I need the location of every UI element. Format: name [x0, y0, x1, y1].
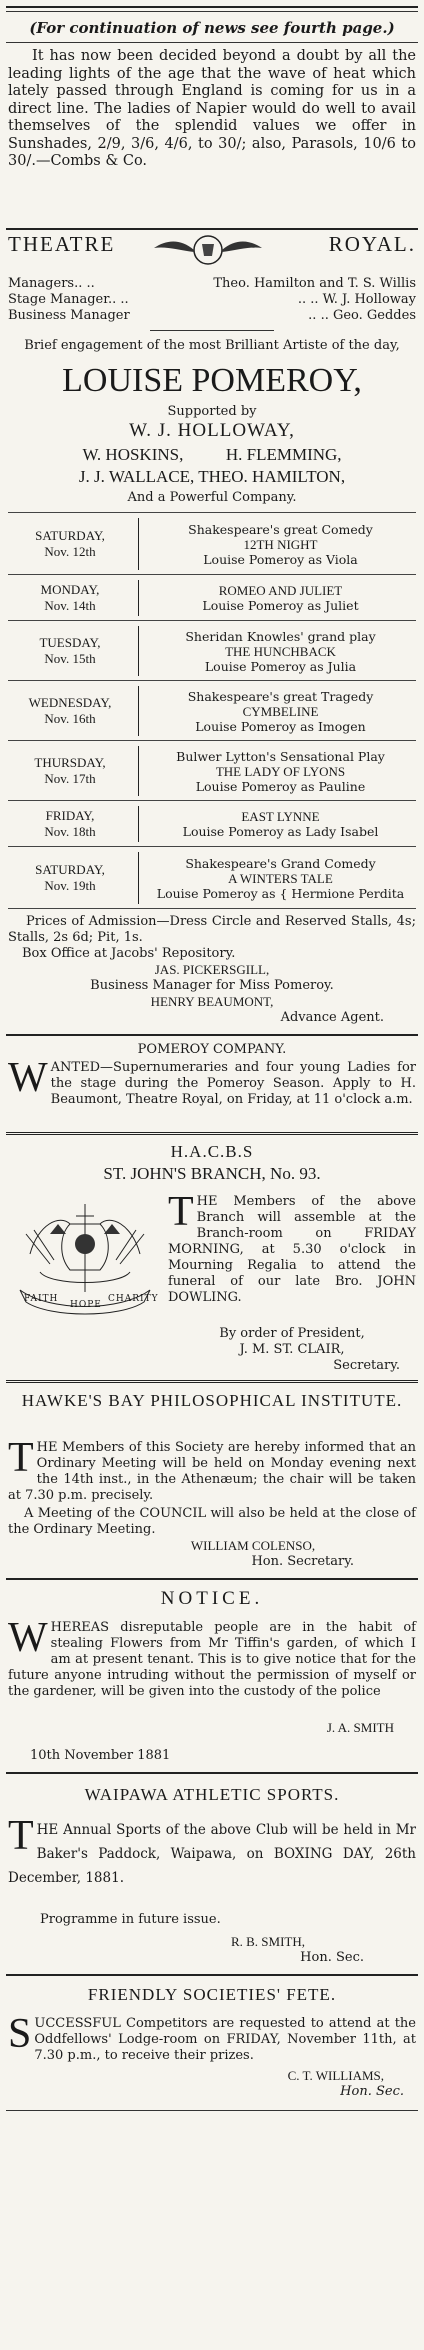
performance-rule	[8, 800, 416, 801]
staff-row-stage-manager	[8, 292, 416, 308]
section-rule	[6, 228, 418, 230]
section-rule	[6, 1132, 418, 1135]
engagement-line: Brief engagement of the most Brilliant Artiste of the day,	[24, 338, 400, 353]
performance-title: A WINTERS TALE	[228, 870, 333, 886]
hacbs-president: J. M. ST. CLAIR,	[239, 1342, 345, 1357]
bottom-rule	[6, 2110, 418, 2111]
performance-date: Nov. 16th	[44, 711, 96, 726]
staff-role: Managers.. ..	[8, 276, 95, 291]
staff-role: Business Manager	[8, 308, 130, 323]
performance-row	[8, 626, 416, 676]
performance-title: EAST LYNNE	[241, 809, 320, 824]
hacbs-secretary: Secretary.	[333, 1358, 400, 1373]
friendly-notice	[8, 2011, 416, 2064]
crest-icon	[150, 232, 266, 268]
friendly-body: UCCESSFUL Competitors are requested to attend at the Oddfellows' Lodge-room on FRIDAY, November 11th, at 7.30 p.m., to receive their prizes.	[34, 2016, 416, 2063]
emblem-word-faith: FAITH	[24, 1294, 59, 1304]
performance-date: Nov. 14th	[44, 598, 96, 613]
performance-cast: Louise Pomeroy as Viola	[203, 551, 358, 567]
section-rule	[6, 1974, 418, 1976]
performance-line1: Shakespeare's Grand Comedy	[185, 855, 376, 871]
performance-row	[8, 686, 416, 736]
hacbs-branch: ST. JOHN'S BRANCH, No. 93.	[103, 1164, 321, 1183]
friendly-signer: C. T. WILLIAMS,	[287, 2068, 384, 2083]
performance-date: Nov. 18th	[44, 824, 96, 839]
star-name: LOUISE POMEROY,	[62, 362, 362, 399]
waipawa-programme: Programme in future issue.	[40, 1912, 221, 1927]
performance-row	[8, 746, 416, 796]
hacbs-title: H.A.C.B.S	[170, 1142, 254, 1161]
top-rule	[6, 6, 418, 8]
performance-rule	[8, 846, 416, 847]
support-line-3: And a Powerful Company.	[127, 490, 297, 505]
philosophical-council: A Meeting of the COUNCIL will also be held at the close of the Ordinary Meeting.	[8, 1506, 416, 1537]
staff-row-business-manager	[8, 308, 416, 324]
short-rule	[150, 330, 274, 331]
advance-agent-name: HENRY BEAUMONT,	[150, 994, 274, 1009]
notice-signer: J. A. SMITH	[326, 1720, 394, 1735]
pomeroy-body: ANTED—Supernumeraries and four young Ladies for the stage during the Pomeroy Season. Apply to H. Beaumont, Theatre Royal, on Friday, at 11 o'clock a.m.	[50, 1060, 416, 1107]
top-rule-thin	[6, 11, 418, 12]
performance-rule	[8, 740, 416, 741]
combs-advert: It has now been decided beyond a doubt by all the leading lights of the age that the wave of heat which lately passed through England is coming for us in a direct line. The ladies of Napier would do well to avail themselves of the splendid values we offer in Sunshades, 2/9, 3/6, 4/6, to 30/; also, Parasols, 10/6 to 30/.—Combs & Co.	[8, 48, 416, 169]
dropcap: T	[168, 1189, 194, 1235]
supported-by: Supported by	[167, 404, 257, 419]
notice-date: 10th November 1881	[30, 1748, 171, 1763]
business-manager-name: JAS. PICKERSGILL,	[154, 962, 270, 977]
waipawa-notice	[8, 1813, 416, 1890]
hacbs-body: HE Members of the above Branch will assemble at the Branch-room on FRIDAY MORNING, at 5.30 o'clock in Mourning Regalia to attend the funeral of our late Bro. JOHN DOWLING.	[168, 1194, 416, 1305]
staff-name: .. .. W. J. Holloway	[297, 292, 416, 307]
dropcap: W	[8, 1055, 48, 1101]
theatre-title-left: THEATRE	[8, 232, 116, 256]
performance-cast: Louise Pomeroy as Juliet	[202, 598, 359, 613]
friendly-title: FRIENDLY SOCIETIES' FETE.	[87, 1985, 337, 2004]
dropcap: T	[8, 1813, 34, 1859]
support-line-1: W. HOSKINS, H. FLEMMING,	[82, 445, 342, 464]
performance-line1: Bulwer Lytton's Sensational Play	[176, 748, 385, 764]
waipawa-title: WAIPAWA ATHLETIC SPORTS.	[84, 1785, 340, 1804]
dropcap: W	[8, 1615, 48, 1661]
staff-role: Stage Manager.. ..	[8, 292, 129, 307]
support-lead: W. J. HOLLOWAY,	[129, 420, 295, 441]
philosophical-title: HAWKE'S BAY PHILOSOPHICAL INSTITUTE.	[21, 1391, 403, 1410]
performance-title: CYMBELINE	[242, 703, 319, 719]
performance-cast: Louise Pomeroy as Lady Isabel	[182, 824, 379, 839]
performance-cast: Louise Pomeroy as Imogen	[195, 718, 366, 734]
section-rule	[6, 1578, 418, 1580]
performance-day: THURSDAY,	[34, 755, 106, 770]
performance-rule	[8, 574, 416, 575]
performance-rule	[8, 680, 416, 681]
performance-day: MONDAY,	[40, 582, 100, 597]
dropcap: S	[8, 2011, 32, 2057]
philosophical-notice	[8, 1435, 416, 1504]
waipawa-body: HE Annual Sports of the above Club will be held in Mr Baker's Paddock, Waipawa, on BOXING DAY, 26th December, 1881.	[8, 1822, 416, 1886]
performance-day: FRIDAY,	[45, 808, 95, 823]
performance-day: SATURDAY,	[35, 528, 105, 543]
pomeroy-title: POMEROY COMPANY.	[137, 1042, 287, 1057]
waipawa-signer: R. B. SMITH,	[230, 1934, 306, 1949]
continuation-note: (For continuation of news see fourth page.)	[29, 19, 395, 37]
staff-name: Theo. Hamilton and T. S. Willis	[213, 276, 416, 291]
performance-date: Nov. 19th	[44, 878, 96, 893]
performance-date: Nov. 15th	[44, 651, 96, 666]
staff-row-managers	[8, 276, 416, 292]
philosophical-signer: WILLIAM COLENSO,	[190, 1538, 316, 1553]
business-manager-title: Business Manager for Miss Pomeroy.	[90, 978, 334, 993]
performance-title: 12TH NIGHT	[243, 536, 318, 552]
performance-title: THE LADY OF LYONS	[215, 763, 346, 779]
pomeroy-advert	[8, 1055, 416, 1108]
performance-line1: Shakespeare's great Comedy	[188, 521, 373, 537]
notice-text	[8, 1615, 416, 1700]
performance-rule	[8, 908, 416, 909]
support-line-2: J. J. WALLACE, THEO. HAMILTON,	[78, 467, 346, 486]
dropcap: T	[8, 1435, 34, 1481]
performance-cast: Louise Pomeroy as Julia	[204, 658, 357, 674]
performance-date: Nov. 12th	[44, 544, 96, 559]
emblem-word-charity: CHARITY	[108, 1294, 159, 1304]
section-rule	[6, 1380, 418, 1383]
continuation-rule	[6, 42, 418, 43]
performance-cast: Louise Pomeroy as Pauline	[195, 778, 366, 794]
performance-row	[8, 518, 416, 570]
performance-cast: Louise Pomeroy as { Hermione Perdita	[156, 885, 405, 901]
hacbs-order: By order of President,	[219, 1326, 365, 1341]
advance-agent-title: Advance Agent.	[280, 1010, 384, 1025]
theatre-title-right: ROYAL.	[328, 232, 416, 256]
emblem-word-hope: HOPE	[70, 1300, 102, 1310]
notice-title: NOTICE.	[160, 1588, 264, 1609]
performance-line1: Sheridan Knowles' grand play	[185, 628, 376, 644]
hacbs-notice	[168, 1189, 416, 1306]
performance-day: WEDNESDAY,	[28, 695, 112, 710]
performance-day: TUESDAY,	[39, 635, 101, 650]
performance-row	[8, 852, 416, 904]
friendly-signer-title: Hon. Sec.	[340, 2084, 404, 2099]
notice-body: HEREAS disreputable people are in the habit of stealing Flowers from Mr Tiffin's garden, of which I am at present tenant. This is to give notice that for the future anyone intruding without the permission of myself or the gardener, will be given into the custody of the police	[8, 1620, 416, 1699]
section-rule	[6, 1772, 418, 1774]
performance-day: SATURDAY,	[35, 862, 105, 877]
box-office: Box Office at Jacobs' Repository.	[22, 946, 236, 961]
staff-name: .. .. Geo. Geddes	[308, 308, 416, 323]
performance-row	[8, 580, 416, 616]
philosophical-body: HE Members of this Society are hereby informed that an Ordinary Meeting will be held on Monday evening next the 14th inst., in the Athenæum; the chair will be taken at 7.30 p.m. precisely.	[8, 1440, 416, 1503]
performance-rule	[8, 512, 416, 513]
section-rule	[6, 1034, 418, 1036]
performance-line1: Shakespeare's great Tragedy	[187, 688, 374, 704]
performance-title: ROMEO AND JULIET	[218, 583, 343, 598]
performance-row	[8, 806, 416, 842]
waipawa-signer-title: Hon. Sec.	[300, 1950, 364, 1965]
performance-date: Nov. 17th	[44, 771, 96, 786]
performance-rule	[8, 620, 416, 621]
performance-title: THE HUNCHBACK	[225, 643, 336, 659]
philosophical-signer-title: Hon. Secretary.	[251, 1554, 354, 1569]
admission-prices: Prices of Admission—Dress Circle and Reserved Stalls, 4s; Stalls, 2s 6d; Pit, 1s.	[8, 914, 416, 945]
